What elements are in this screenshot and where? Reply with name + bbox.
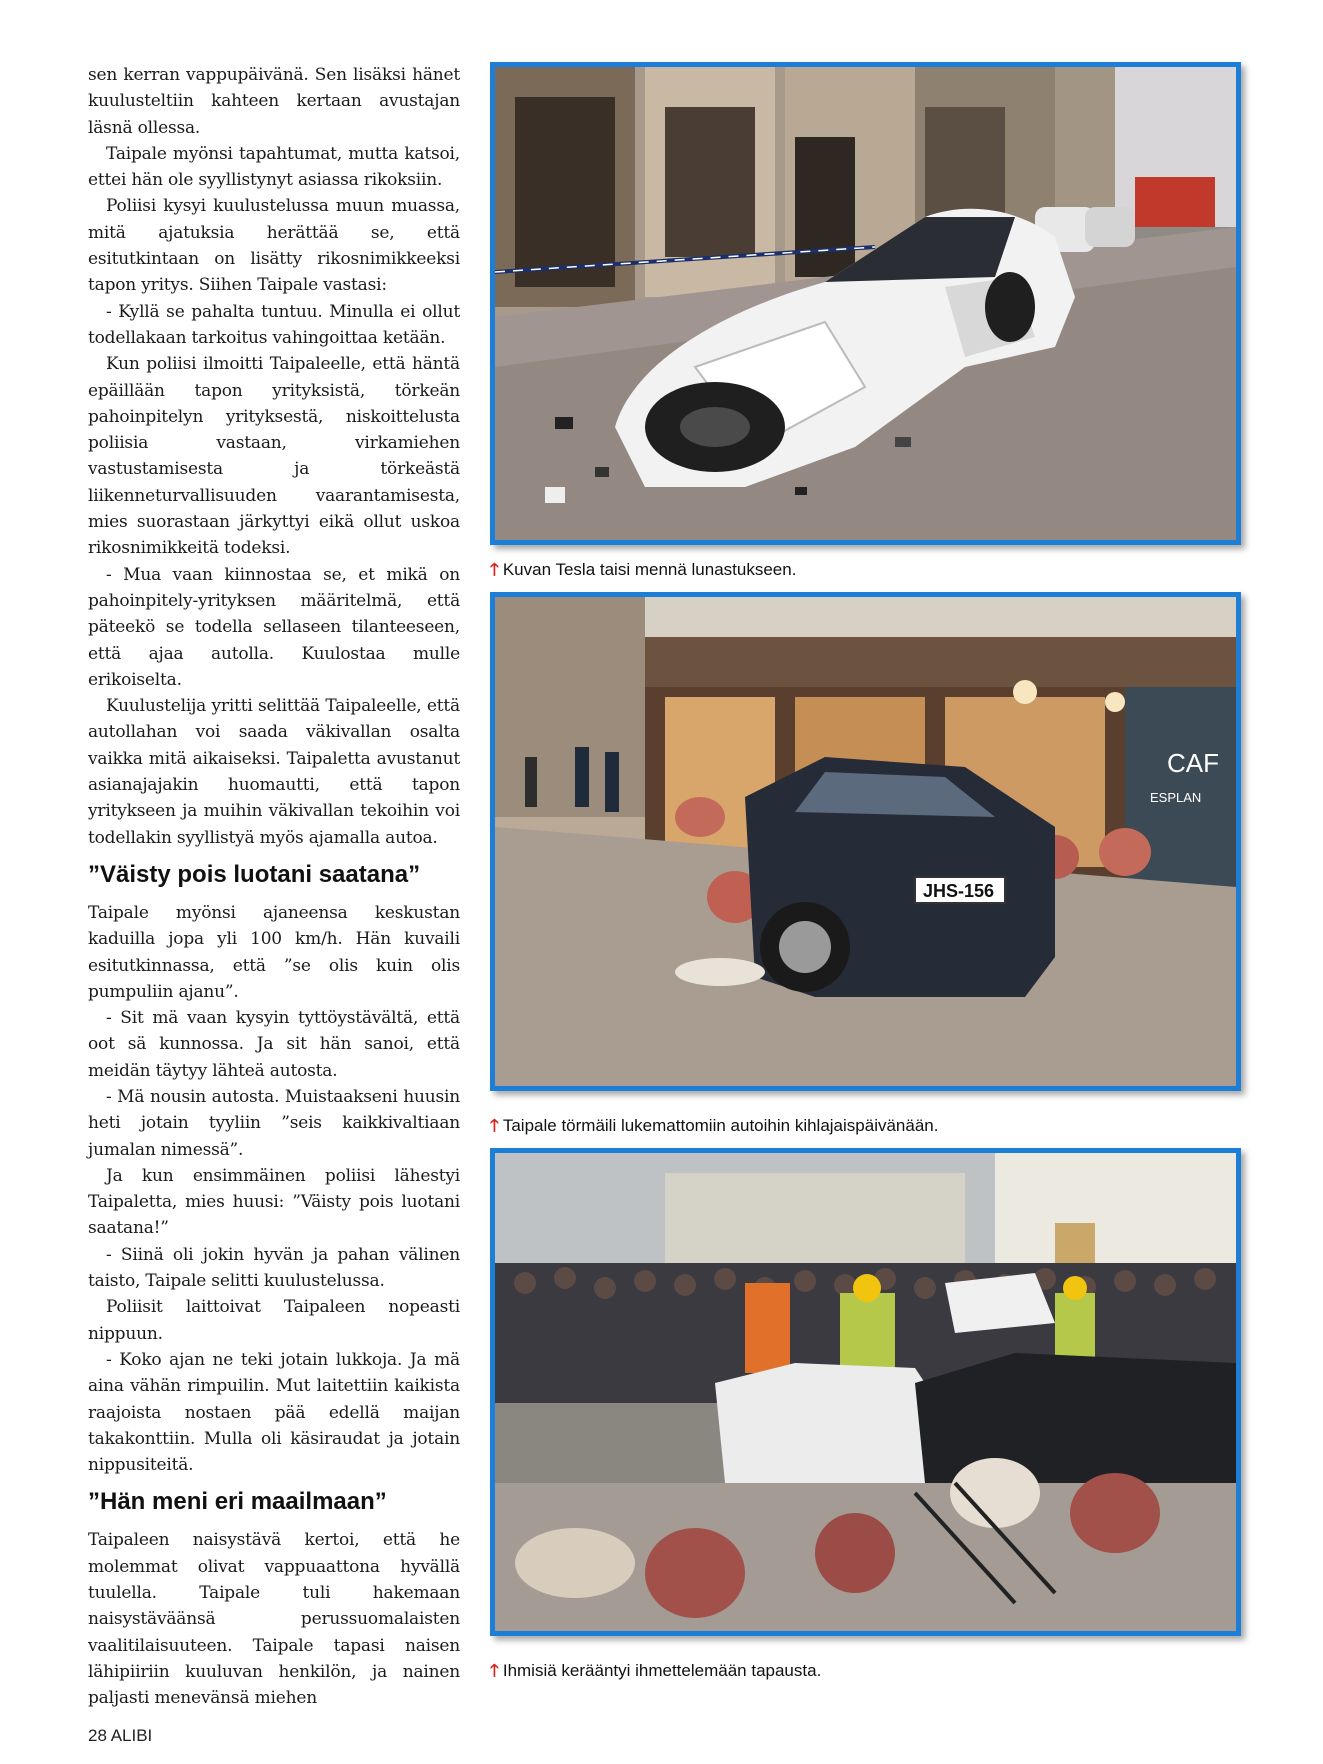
arrow-up-icon: 🡑 <box>490 1116 499 1135</box>
caption-text: Kuvan Tesla taisi mennä lunastukseen. <box>502 560 797 579</box>
paragraph: - Kyllä se pahalta tuntuu. Minulla ei ollut todellakaan tarkoitus vahingoittaa ketään. <box>88 301 460 348</box>
photo-tesla-illustration <box>495 67 1236 540</box>
paragraph: - Mua vaan kiinnostaa se, et mikä on pahoinpitely-yrityksen määritelmä, että päteekö se todella sellaseen tilanteeseen, että ajaa autolla. Kuulostaa mulle erikoiselta. <box>88 564 460 690</box>
photo-crowd <box>490 1148 1241 1636</box>
article-section-2 <box>88 900 460 1479</box>
subheading-2: ”Hän meni eri maailmaan” <box>88 1488 387 1516</box>
caption-photo-3 <box>490 1658 821 1687</box>
paragraph: sen kerran vappupäivänä. Sen lisäksi hänet kuulusteltiin kahteen kertaan avustajan läsnä ollessa. <box>88 65 460 138</box>
page-footer: 28 ALIBI <box>88 1726 153 1745</box>
paragraph: - Koko ajan ne teki jotain lukkoja. Ja mä aina vähän rimpuilin. Mut laitettiin kaikista raajoista nostaen pää edellä maijan takakonttiin. Mulla oli käsiraudat ja jotain nippusiteitä. <box>88 1349 460 1476</box>
paragraph: Poliisit laittoivat Taipaleen nopeasti nippuun. <box>88 1297 460 1344</box>
subheading-1: ”Väisty pois luotani saatana” <box>88 860 421 888</box>
paragraph: Taipale myönsi tapahtumat, mutta katsoi, ettei hän ole syyllistynyt asiassa rikoksiin. <box>88 143 460 191</box>
photo-crowd-illustration <box>495 1153 1236 1631</box>
paragraph: Ja kun ensimmäinen poliisi lähestyi Taipaletta, mies huusi: ”Väisty pois luotani saatana!” <box>88 1165 460 1239</box>
paragraph: Kun poliisi ilmoitti Taipaleelle, että häntä epäillään tapon yrityksistä, törkeän pahoinpitelyn yrityksestä, niskoittelusta poliisia vastaan, virkamiehen vastustamisesta ja törkeästä liikenneturvallisuuden vaarantamisesta, mies suorastaan järkyttyi eikä ollut uskoa rikosnimikkeitä todeksi. <box>88 354 460 559</box>
photo-cafe-crash <box>490 592 1241 1091</box>
paragraph: - Mä nousin autosta. Muistaakseni huusin heti jotain tyyliin ”seis kaikkivaltiaan jumalan nimessä”. <box>88 1086 460 1160</box>
paragraph: Taipaleen naisystävä kertoi, että he molemmat olivat vappuaattona hyvällä tuulella. Taipale tuli hakemaan naisystäväänsä perussuomalaisten vaalitilaisuuteen. Taipale tapasi naisen lähipiiriin kuuluvan henkilön, ja nainen paljasti menevänsä miehen <box>88 1530 460 1709</box>
license-plate: JHS-156 <box>923 881 995 901</box>
caption-text: Taipale törmäili lukemattomiin autoihin kihlajaispäivänään. <box>502 1116 939 1135</box>
caption-photo-2 <box>490 1113 938 1142</box>
photo-cafe-illustration <box>495 597 1236 1086</box>
paragraph: - Sit mä vaan kysyin tyttöystävältä, että oot sä kunnossa. Ja sit hän sanoi, että meidän täytyy lähteä autosta. <box>88 1008 460 1081</box>
article-section-3 <box>88 1527 460 1711</box>
arrow-up-icon: 🡑 <box>490 560 499 579</box>
paragraph: Poliisi kysyi kuulustelussa muun muassa, mitä ajatuksia herättää se, että esitutkintaan on lisätty rikosnimikkeeksi tapon yritys. Siihen Taipale vastasi: <box>88 196 460 296</box>
article-section-1 <box>88 62 460 851</box>
caption-photo-1 <box>490 557 796 586</box>
cafe-sign: CAF <box>1167 748 1219 778</box>
article-column <box>88 62 460 1712</box>
paragraph: Kuulustelija yritti selittää Taipaleelle, että autollahan voi saada väkivallan osalta vaikka mitä aikaiseksi. Taipaletta avustanut asianajajakin huomautti, että tapon yritykseen ja muihin väkivallan tekoihin voi todellakin syyllistyä myös ajamalla autoa. <box>88 696 460 848</box>
photo-tesla-wreck <box>490 62 1241 545</box>
paragraph: Taipale myönsi ajaneensa keskustan kaduilla jopa yli 100 km/h. Hän kuvaili esitutkinnassa, että ”se olis kuin olis pumpuliin ajanu”. <box>88 902 460 1002</box>
cafe-sign-sub: ESPLAN <box>1150 790 1202 805</box>
paragraph: - Siinä oli jokin hyvän ja pahan välinen taisto, Taipale selitti kuulustelussa. <box>88 1244 460 1292</box>
caption-text: Ihmisiä kerääntyi ihmettelemään tapausta. <box>502 1661 822 1680</box>
arrow-up-icon: 🡑 <box>490 1661 499 1680</box>
